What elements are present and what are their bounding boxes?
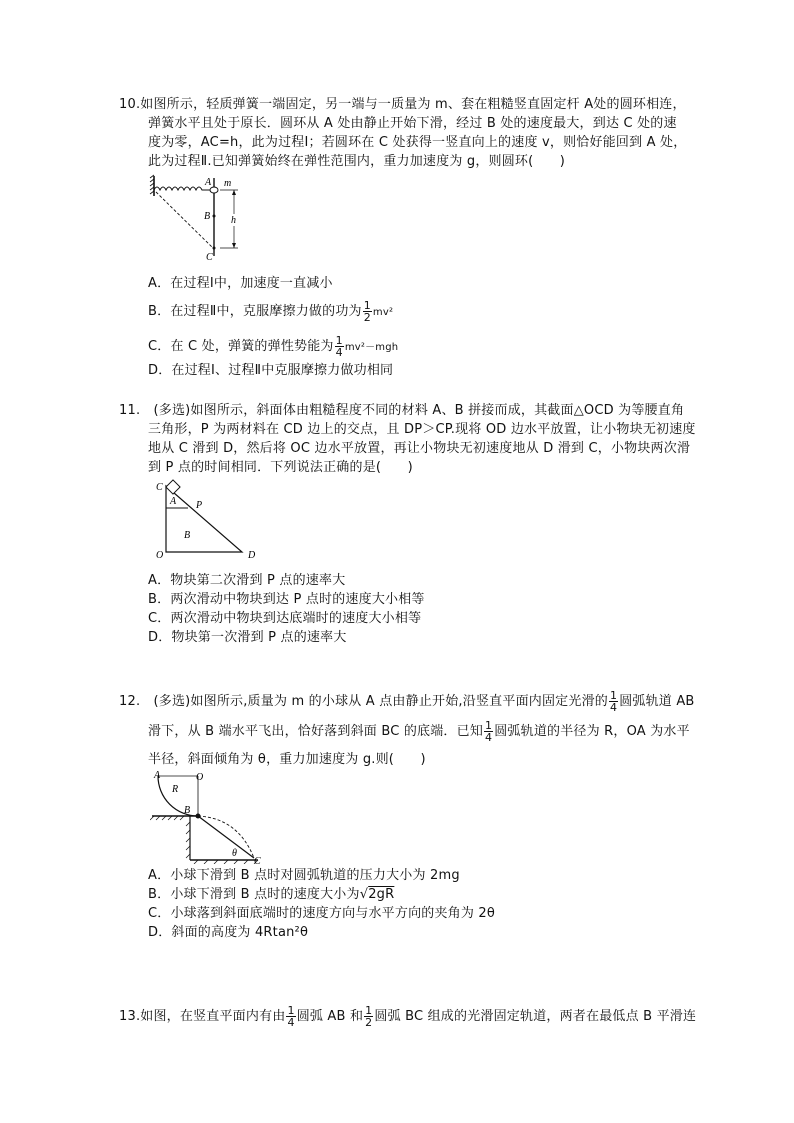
q11-option-a: A．物块第二次滑到 P 点的速率大 — [148, 573, 346, 588]
q11-fig-label-p: P — [196, 500, 203, 511]
q12-figure — [150, 770, 266, 864]
q11-fig-label-o: O — [156, 550, 164, 560]
q12-fig-label-r: R — [172, 784, 179, 795]
q12-fig-label-a: A — [154, 770, 161, 781]
q12-fig-label-o: O — [196, 772, 204, 783]
q11-fig-label-a: A — [170, 496, 177, 507]
q12-fig-label-b: B — [184, 805, 191, 816]
q11-line-4: 到 P 点的时间相同．下列说法正确的是( ) — [148, 460, 413, 475]
q12-line-2-text: 滑下，从 B 端水平飞出，恰好落到斜面 BC 的底端．已知 — [148, 724, 484, 739]
q12-option-b-text: B．小球下滑到 B 点时的速度大小为√ — [148, 887, 369, 902]
q12-line-3: 半径，斜面倾角为 θ，重力加速度为 g.则( ) — [148, 752, 426, 767]
q11-fig-label-d: D — [248, 550, 256, 560]
q10-option-b-text: B．在过程Ⅱ中，克服摩擦力做的功为 — [148, 304, 362, 319]
q10-line-1: 10.如图所示，轻质弹簧一端固定，另一端与一质量为 m、套在粗糙竖直固定杆 A处的圆环相连， — [119, 97, 686, 112]
q10-fig-label-m: m — [224, 178, 232, 189]
q13-fraction-b: $\frac{1}{2}$ — [365, 1004, 373, 1029]
q11-option-b: B．两次滑动中物块到达 P 点时的速度大小相等 — [148, 592, 425, 607]
q10-option-c-fraction: $\frac{1}{4}$ — [335, 334, 343, 359]
q12-line-1 — [119, 690, 695, 713]
q11-line-1: 11. (多选)如图所示，斜面体由粗糙程度不同的材料 A、B 拼接而成，其截面△OCD 为等腰直角 — [119, 403, 685, 418]
q12-option-c: C．小球落到斜面底端时的速度方向与水平方向的夹角为 2θ — [148, 906, 496, 921]
q10-option-b — [148, 300, 393, 323]
q13-line-1-tail: 圆弧 BC 组成的光滑固定轨道，两者在最低点 B 平滑连 — [374, 1009, 697, 1024]
q11-fig-label-b: B — [184, 530, 191, 541]
q12-line-1-text: 12. (多选)如图所示,质量为 m 的小球从 A 点由静止开始,沿竖直平面内固定光滑的 — [119, 694, 608, 709]
q11-line-3: 地从 C 滑到 D，然后将 OC 边水平放置，再让小物块无初速度地从 D 滑到 C，小物块两次滑 — [148, 441, 691, 456]
q12-fig-label-c: C — [254, 856, 261, 864]
q10-fig-label-b: B — [204, 211, 211, 222]
q12-line-2-tail: 圆弧轨道的半径为 R，OA 为水平 — [494, 724, 690, 739]
q11-figure — [150, 478, 262, 560]
q10-option-b-fraction: $\frac{1}{2}$ — [363, 299, 371, 324]
q13-line-1-mid: 圆弧 AB 和 — [296, 1009, 364, 1024]
q10-fig-label-h: h — [231, 215, 236, 226]
q10-option-c — [148, 335, 398, 358]
q11-line-2: 三角形，P 为两材料在 CD 边上的交点，且 DP＞CP.现将 OD 边水平放置，让小物块无初速度 — [148, 422, 696, 437]
q10-option-a: A．在过程Ⅰ中，加速度一直减小 — [148, 276, 333, 291]
q10-option-d: D．在过程Ⅰ、过程Ⅱ中克服摩擦力做功相同 — [148, 363, 394, 378]
q12-line-2 — [148, 720, 690, 743]
q12-option-b — [148, 886, 394, 904]
q13-fraction-a: $\frac{1}{4}$ — [287, 1004, 295, 1029]
q12-line-2-fraction: $\frac{1}{4}$ — [485, 719, 493, 744]
q10-figure — [148, 172, 248, 264]
q13-line-1 — [119, 1005, 696, 1028]
q12-option-a: A．小球下滑到 B 点时对圆弧轨道的压力大小为 2mg — [148, 868, 460, 883]
q10-option-c-text: C．在 C 处，弹簧的弹性势能为 — [148, 339, 334, 354]
q11-option-d: D．物块第一次滑到 P 点的速率大 — [148, 630, 347, 645]
q12-fig-label-theta: θ — [232, 848, 237, 859]
q12-option-d: D．斜面的高度为 4Rtan²θ — [148, 925, 309, 940]
q12-option-b-radicand: 2gR — [368, 887, 395, 902]
q13-line-1-text: 13.如图，在竖直平面内有由 — [119, 1009, 286, 1024]
q12-line-1-fraction: $\frac{1}{4}$ — [609, 689, 618, 714]
q10-line-2: 弹簧水平且处于原长．圆环从 A 处由静止开始下滑，经过 B 处的速度最大，到达 C 处的速 — [148, 116, 677, 131]
q10-option-b-formula: mv² — [372, 307, 394, 318]
q10-option-c-formula: mv²－mgh — [344, 342, 399, 353]
q10-line-3: 度为零，AC=h，此为过程Ⅰ；若圆环在 C 处获得一竖直向上的速度 v，则恰好能回到 A 处， — [148, 135, 687, 150]
q10-line-4: 此为过程Ⅱ.已知弹簧始终在弹性范围内，重力加速度为 g，则圆环( ) — [148, 154, 566, 169]
q10-fig-label-c: C — [206, 252, 213, 263]
q10-fig-label-a: A — [205, 177, 212, 188]
q11-option-c: C．两次滑动中物块到达底端时的速度大小相等 — [148, 611, 422, 626]
q11-fig-label-c: C — [156, 482, 163, 493]
q12-line-1-tail: 圆弧轨道 AB — [619, 694, 695, 709]
